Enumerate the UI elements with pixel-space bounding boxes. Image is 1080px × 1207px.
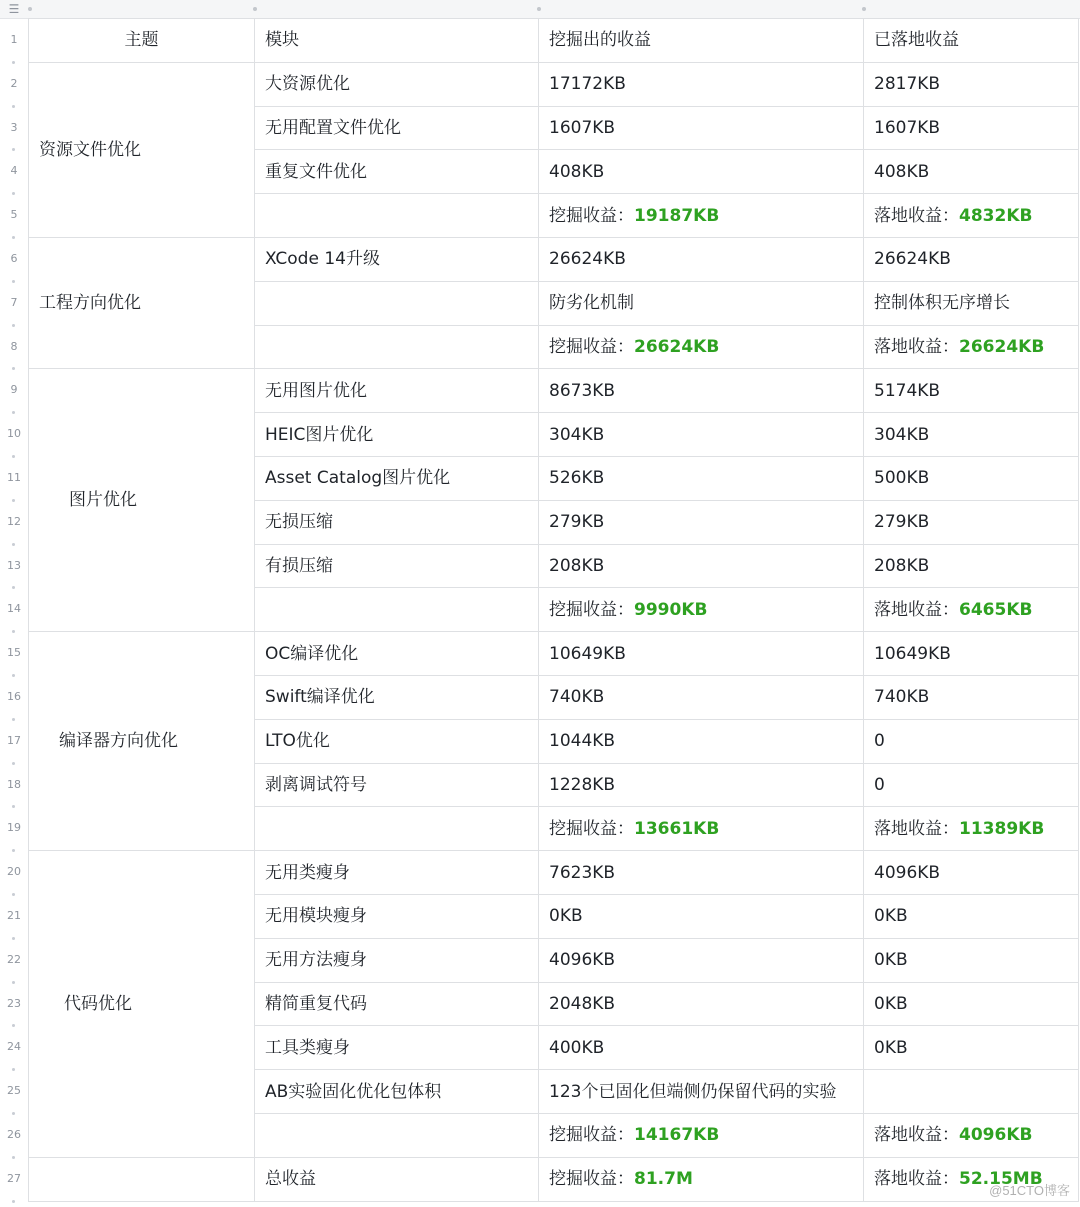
row-number[interactable]: 10	[7, 427, 21, 441]
cell-text: 无用图片优化	[265, 380, 367, 401]
row-resize-handle[interactable]	[12, 937, 15, 940]
cell-text: 1044KB	[549, 731, 616, 752]
landed-cell[interactable]	[864, 1026, 1079, 1070]
theme-cell[interactable]	[29, 369, 255, 632]
summary-label: 落地收益：	[874, 599, 959, 620]
module-cell[interactable]	[255, 676, 539, 720]
row-number[interactable]: 1	[10, 32, 18, 46]
cell-text: 408KB	[549, 161, 605, 182]
cell-text: XCode 14升级	[265, 249, 380, 270]
cell-text: 1228KB	[549, 774, 616, 795]
landed-cell[interactable]	[864, 895, 1079, 939]
cell-text: 无用类瘦身	[265, 862, 350, 883]
cell-text: 图片优化	[69, 490, 137, 511]
row-number[interactable]: 16	[7, 689, 21, 703]
module-cell[interactable]	[255, 369, 539, 413]
cell-text: 2817KB	[874, 74, 941, 95]
mined-cell[interactable]	[539, 851, 864, 895]
landed-cell[interactable]	[864, 939, 1079, 983]
module-cell[interactable]	[255, 939, 539, 983]
cell-text: 500KB	[874, 468, 930, 489]
row-resize-handle[interactable]	[12, 148, 15, 151]
theme-cell[interactable]	[29, 632, 255, 851]
landed-cell[interactable]	[864, 1070, 1079, 1114]
landed-cell[interactable]	[864, 63, 1079, 107]
row-resize-handle[interactable]	[12, 324, 15, 327]
summary-label: 落地收益：	[874, 1125, 959, 1146]
row-number[interactable]: 6	[10, 251, 18, 265]
module-cell[interactable]	[255, 851, 539, 895]
landed-summary-cell[interactable]	[864, 1114, 1079, 1158]
cell-text: 主题	[124, 30, 159, 51]
summary-value: 81.7M	[634, 1169, 693, 1190]
landed-summary-cell[interactable]	[864, 588, 1079, 632]
row-resize-handle[interactable]	[12, 981, 15, 984]
row-number[interactable]: 17	[7, 733, 21, 747]
summary-value: 11389KB	[959, 818, 1045, 839]
mined-summary-cell[interactable]	[539, 194, 864, 238]
landed-cell[interactable]	[864, 545, 1079, 589]
row-resize-handle[interactable]	[12, 455, 15, 458]
row-resize-handle[interactable]	[12, 499, 15, 502]
landed-summary-cell[interactable]	[864, 807, 1079, 851]
row-resize-handle[interactable]	[12, 1068, 15, 1071]
cell-text: 4096KB	[874, 862, 941, 883]
column-header[interactable]	[29, 19, 255, 63]
column-resize-handle[interactable]	[253, 7, 257, 11]
mined-cell[interactable]	[539, 501, 864, 545]
cell-text: 279KB	[874, 512, 930, 533]
mined-cell[interactable]	[539, 939, 864, 983]
cell-text: LTO优化	[265, 731, 330, 752]
row-resize-handle[interactable]	[12, 762, 15, 765]
row-resize-handle[interactable]	[12, 367, 15, 370]
menu-icon[interactable]: ☰	[8, 2, 20, 16]
landed-cell[interactable]	[864, 851, 1079, 895]
mined-cell[interactable]	[539, 457, 864, 501]
landed-cell[interactable]	[864, 501, 1079, 545]
cell-text: 0KB	[549, 906, 583, 927]
row-resize-handle[interactable]	[12, 411, 15, 414]
cell-text: 5174KB	[874, 380, 941, 401]
landed-cell[interactable]	[864, 676, 1079, 720]
cell-text: 0KB	[874, 1037, 908, 1058]
cell-text: 无用模块瘦身	[265, 906, 367, 927]
cell-text: 控制体积无序增长	[874, 293, 1010, 314]
row-number[interactable]: 25	[7, 1084, 21, 1098]
column-header[interactable]	[864, 19, 1079, 63]
cell-text: 模块	[265, 30, 299, 51]
cell-text: 工程方向优化	[39, 293, 141, 314]
row-resize-handle[interactable]	[12, 1024, 15, 1027]
row-number[interactable]: 9	[10, 383, 18, 397]
module-cell[interactable]	[255, 632, 539, 676]
cell-text: 1607KB	[874, 117, 941, 138]
module-cell[interactable]	[255, 238, 539, 282]
row-number[interactable]: 4	[10, 164, 18, 178]
summary-label: 挖掘收益：	[549, 336, 634, 357]
module-cell[interactable]	[255, 150, 539, 194]
cell-text: 4096KB	[549, 950, 616, 971]
row-resize-handle[interactable]	[12, 236, 15, 239]
column-header[interactable]	[255, 19, 539, 63]
landed-cell[interactable]	[864, 369, 1079, 413]
mined-summary-cell[interactable]	[539, 326, 864, 370]
module-cell[interactable]	[255, 807, 539, 851]
row-number[interactable]: 24	[7, 1040, 21, 1054]
summary-label: 落地收益：	[874, 336, 959, 357]
cell-text: AB实验固化优化包体积	[265, 1081, 442, 1102]
summary-value: 19187KB	[634, 205, 720, 226]
module-cell[interactable]	[255, 194, 539, 238]
summary-label: 落地收益：	[874, 205, 959, 226]
row-number[interactable]: 22	[7, 952, 21, 966]
row-resize-handle[interactable]	[12, 718, 15, 721]
summary-value: 6465KB	[959, 599, 1033, 620]
summary-value: 26624KB	[959, 336, 1045, 357]
column-resize-handle[interactable]	[28, 7, 32, 11]
summary-value: 13661KB	[634, 818, 720, 839]
cell-text: 0KB	[874, 906, 908, 927]
landed-cell[interactable]	[864, 764, 1079, 808]
row-number[interactable]: 12	[7, 514, 21, 528]
row-number[interactable]: 14	[7, 602, 21, 616]
cell-text: 304KB	[549, 424, 605, 445]
row-resize-handle[interactable]	[12, 1156, 15, 1159]
watermark: @51CTO博客	[989, 1183, 1070, 1198]
row-number[interactable]: 11	[7, 470, 21, 484]
cell-text: 防劣化机制	[549, 293, 634, 314]
row-number[interactable]: 7	[10, 295, 18, 309]
mined-cell[interactable]	[539, 238, 864, 282]
cell-text: 17172KB	[549, 74, 626, 95]
cell-text: 重复文件优化	[265, 161, 367, 182]
summary-label: 落地收益：	[874, 818, 959, 839]
summary-label: 落地收益：	[874, 1169, 959, 1190]
cell-text: 7623KB	[549, 862, 616, 883]
summary-label: 挖掘收益：	[549, 1125, 634, 1146]
column-header[interactable]	[539, 19, 864, 63]
cell-text: HEIC图片优化	[265, 424, 374, 445]
row-number[interactable]: 27	[7, 1171, 21, 1185]
mined-cell[interactable]	[539, 545, 864, 589]
cell-text: 代码优化	[64, 993, 132, 1014]
landed-cell[interactable]	[864, 107, 1079, 151]
row-resize-handle[interactable]	[12, 105, 15, 108]
theme-cell[interactable]	[29, 63, 255, 238]
cell-text: 2048KB	[549, 993, 616, 1014]
cell-text: 无损压缩	[265, 512, 333, 533]
cell-text: 工具类瘦身	[265, 1037, 350, 1058]
row-number[interactable]: 26	[7, 1127, 21, 1141]
mined-cell[interactable]	[539, 720, 864, 764]
summary-label: 挖掘收益：	[549, 818, 634, 839]
landed-summary-cell[interactable]	[864, 194, 1079, 238]
theme-cell[interactable]	[29, 238, 255, 369]
row-number[interactable]: 23	[7, 996, 21, 1010]
row-resize-handle[interactable]	[12, 61, 15, 64]
cell-text: Swift编译优化	[265, 687, 375, 708]
cell-text: 26624KB	[874, 249, 951, 270]
row-resize-handle[interactable]	[12, 674, 15, 677]
mined-cell[interactable]	[539, 107, 864, 151]
module-cell[interactable]	[255, 588, 539, 632]
mined-cell[interactable]	[539, 1070, 864, 1114]
module-cell[interactable]	[255, 501, 539, 545]
module-cell[interactable]	[255, 107, 539, 151]
cell-text: 740KB	[549, 687, 605, 708]
cell-text: 304KB	[874, 424, 930, 445]
cell-text: 408KB	[874, 161, 930, 182]
module-cell[interactable]	[255, 326, 539, 370]
module-cell[interactable]	[255, 983, 539, 1027]
cell-text: 无用配置文件优化	[265, 117, 401, 138]
cell-text: 526KB	[549, 468, 605, 489]
summary-label: 挖掘收益：	[549, 205, 634, 226]
row-resize-handle[interactable]	[12, 1200, 15, 1203]
row-number[interactable]: 18	[7, 777, 21, 791]
mined-cell[interactable]	[539, 150, 864, 194]
cell-text: 剥离调试符号	[265, 774, 367, 795]
cell-text: 0	[874, 731, 885, 752]
landed-cell[interactable]	[864, 238, 1079, 282]
mined-cell[interactable]	[539, 895, 864, 939]
cell-text: 0KB	[874, 950, 908, 971]
module-cell[interactable]	[255, 413, 539, 457]
summary-label: 挖掘收益：	[549, 599, 634, 620]
cell-text: 8673KB	[549, 380, 616, 401]
row-number[interactable]: 5	[10, 208, 18, 222]
module-cell[interactable]	[255, 764, 539, 808]
cell-text: 0	[874, 774, 885, 795]
cell-text: 精简重复代码	[265, 993, 367, 1014]
cell-text: 400KB	[549, 1037, 605, 1058]
summary-value: 14167KB	[634, 1125, 720, 1146]
mined-cell[interactable]	[539, 676, 864, 720]
cell-text: 208KB	[549, 555, 605, 576]
module-cell[interactable]	[255, 63, 539, 107]
row-resize-handle[interactable]	[12, 192, 15, 195]
summary-value: 9990KB	[634, 599, 708, 620]
summary-value: 52.15MB	[959, 1169, 1043, 1190]
module-cell[interactable]	[255, 282, 539, 326]
mined-cell[interactable]	[539, 983, 864, 1027]
cell-text: 279KB	[549, 512, 605, 533]
cell-text: 740KB	[874, 687, 930, 708]
mined-cell[interactable]	[539, 63, 864, 107]
module-cell[interactable]	[255, 1114, 539, 1158]
row-number[interactable]: 2	[10, 76, 18, 90]
theme-cell[interactable]	[29, 851, 255, 1158]
summary-label: 挖掘收益：	[549, 1169, 634, 1190]
row-resize-handle[interactable]	[12, 893, 15, 896]
mined-summary-cell[interactable]	[539, 807, 864, 851]
mined-cell[interactable]	[539, 413, 864, 457]
cell-text: 123个已固化但端侧仍保留代码的实验	[549, 1081, 837, 1102]
landed-cell[interactable]	[864, 632, 1079, 676]
summary-value: 4096KB	[959, 1125, 1033, 1146]
cell-text: 1607KB	[549, 117, 616, 138]
row-resize-handle[interactable]	[12, 849, 15, 852]
module-cell[interactable]	[255, 895, 539, 939]
mined-summary-cell[interactable]	[539, 588, 864, 632]
data-table	[28, 18, 1079, 1202]
column-resize-handle[interactable]	[862, 7, 866, 11]
row-resize-handle[interactable]	[12, 1112, 15, 1115]
row-resize-handle[interactable]	[12, 280, 15, 283]
row-resize-handle[interactable]	[12, 630, 15, 633]
cell-text: 编译器方向优化	[59, 731, 178, 752]
landed-cell[interactable]	[864, 457, 1079, 501]
cell-text: 208KB	[874, 555, 930, 576]
landed-cell[interactable]	[864, 150, 1079, 194]
module-cell[interactable]	[255, 457, 539, 501]
cell-text: 资源文件优化	[39, 139, 141, 160]
row-number[interactable]: 20	[7, 865, 21, 879]
module-cell[interactable]	[255, 1070, 539, 1114]
theme-cell[interactable]	[29, 1158, 255, 1202]
landed-cell[interactable]	[864, 413, 1079, 457]
cell-text: 有损压缩	[265, 555, 333, 576]
mined-cell[interactable]	[539, 1026, 864, 1070]
cell-text: 挖掘出的收益	[549, 30, 651, 51]
row-resize-handle[interactable]	[12, 586, 15, 589]
row-number[interactable]: 19	[7, 821, 21, 835]
module-cell[interactable]	[255, 720, 539, 764]
cell-text: 0KB	[874, 993, 908, 1014]
summary-value: 4832KB	[959, 205, 1033, 226]
mined-cell[interactable]	[539, 764, 864, 808]
cell-text: 总收益	[265, 1169, 316, 1190]
module-cell[interactable]	[255, 545, 539, 589]
landed-cell[interactable]	[864, 983, 1079, 1027]
row-number[interactable]: 3	[10, 120, 18, 134]
mined-summary-cell[interactable]	[539, 1114, 864, 1158]
landed-cell[interactable]	[864, 720, 1079, 764]
row-number[interactable]: 13	[7, 558, 21, 572]
cell-text: Asset Catalog图片优化	[265, 468, 451, 489]
row-number[interactable]: 8	[10, 339, 18, 353]
row-number[interactable]: 21	[7, 908, 21, 922]
cell-text: 26624KB	[549, 249, 626, 270]
cell-text: OC编译优化	[265, 643, 359, 664]
landed-summary-cell[interactable]	[864, 326, 1079, 370]
summary-value: 26624KB	[634, 336, 720, 357]
cell-text: 已落地收益	[874, 30, 959, 51]
module-cell[interactable]	[255, 1026, 539, 1070]
cell-text: 10649KB	[874, 643, 951, 664]
cell-text: 大资源优化	[265, 74, 350, 95]
cell-text: 无用方法瘦身	[265, 950, 367, 971]
total-mined-cell[interactable]	[539, 1158, 864, 1202]
row-resize-handle[interactable]	[12, 543, 15, 546]
row-resize-handle[interactable]	[12, 805, 15, 808]
mined-cell[interactable]	[539, 632, 864, 676]
mined-cell[interactable]	[539, 369, 864, 413]
column-resize-handle[interactable]	[537, 7, 541, 11]
mined-cell[interactable]	[539, 282, 864, 326]
cell-text: 10649KB	[549, 643, 626, 664]
row-number[interactable]: 15	[7, 646, 21, 660]
module-cell[interactable]	[255, 1158, 539, 1202]
landed-cell[interactable]	[864, 282, 1079, 326]
